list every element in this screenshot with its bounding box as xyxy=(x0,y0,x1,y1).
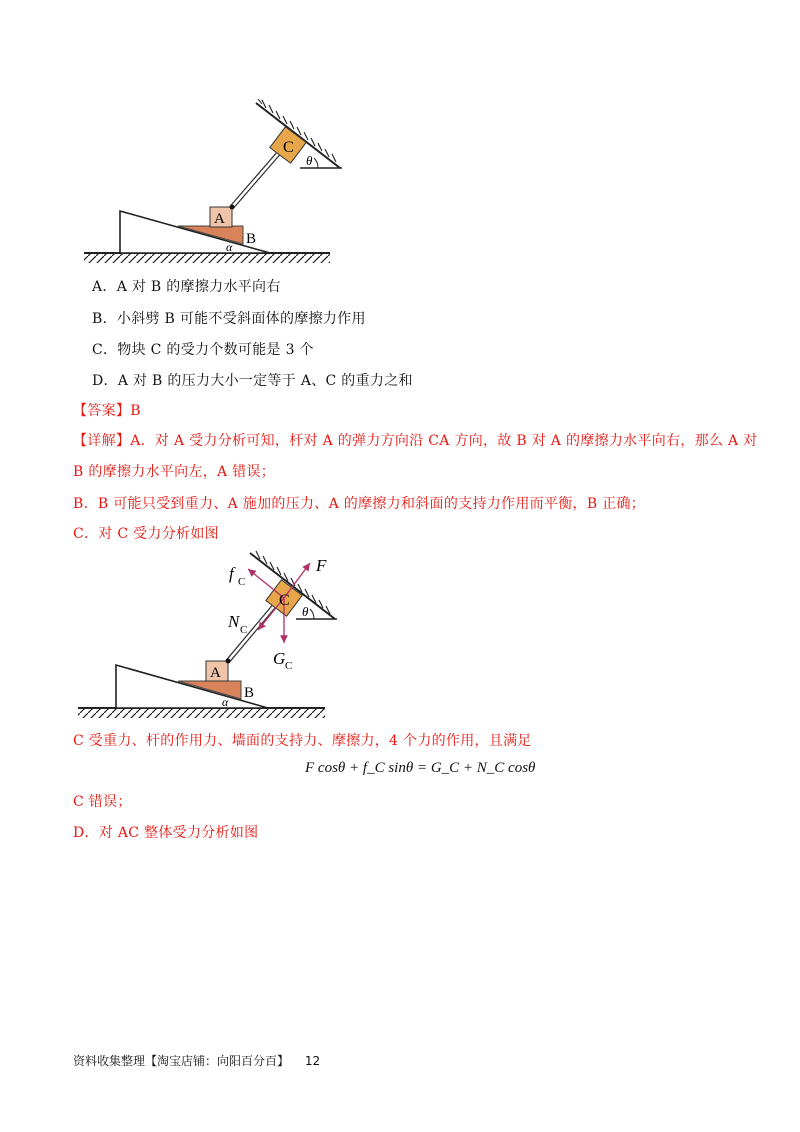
label-fc-sub: C xyxy=(238,576,246,588)
figure-2 xyxy=(0,545,800,725)
label-nc-sub: C xyxy=(240,624,248,636)
label-nc: N xyxy=(228,612,240,631)
label-b: B xyxy=(246,231,257,247)
label-alpha: α xyxy=(226,240,233,254)
label-f: F xyxy=(316,556,327,575)
explain-line-1: 【详解】A．对 A 受力分析可知，杆对 A 的弹力方向沿 CA 方向，故 B 对 A 的摩擦力水平向右，那么 A 对 xyxy=(73,433,758,449)
explain2-line-2: C 错误； xyxy=(73,794,132,810)
footer-text: 资料收集整理【淘宝店铺：向阳百分百】 xyxy=(73,1054,290,1068)
label-fc: f xyxy=(229,564,234,583)
figure-1 xyxy=(0,0,800,275)
formula: F cosθ + f_C sinθ = G_C + N_C cosθ xyxy=(305,760,536,776)
option-d: D．A 对 B 的压力大小一定等于 A、C 的重力之和 xyxy=(92,373,413,389)
label-theta-2: θ xyxy=(302,604,309,619)
option-c: C．物块 C 的受力个数可能是 3 个 xyxy=(92,342,314,358)
label-a: A xyxy=(214,211,225,227)
explain-line-2: B 的摩擦力水平向左，A 错误； xyxy=(73,464,276,480)
explain2-line-1: C 受重力、杆的作用力、墙面的支持力、摩擦力，4 个力的作用，且满足 xyxy=(73,733,532,749)
option-b: B．小斜劈 B 可能不受斜面体的摩擦力作用 xyxy=(92,311,366,327)
label-alpha-2: α xyxy=(222,695,229,709)
label-c: C xyxy=(283,139,294,156)
answer: 【答案】B xyxy=(73,403,141,419)
label-a-2: A xyxy=(210,665,221,681)
explain-line-3: B．B 可能只受到重力、A 施加的压力、A 的摩擦力和斜面的支持力作用而平衡，B 正确； xyxy=(73,496,646,512)
explain-line-4: C．对 C 受力分析如图 xyxy=(73,526,219,542)
label-gc: G xyxy=(273,649,286,668)
label-gc-sub: C xyxy=(285,660,293,672)
option-a: A．A 对 B 的摩擦力水平向右 xyxy=(92,279,281,295)
label-theta: θ xyxy=(306,153,313,168)
label-c-2: C xyxy=(279,592,290,609)
footer xyxy=(73,1052,320,1069)
explain2-line-3: D．对 AC 整体受力分析如图 xyxy=(73,825,259,841)
label-b-2: B xyxy=(244,685,255,701)
page-number: 12 xyxy=(304,1054,321,1068)
